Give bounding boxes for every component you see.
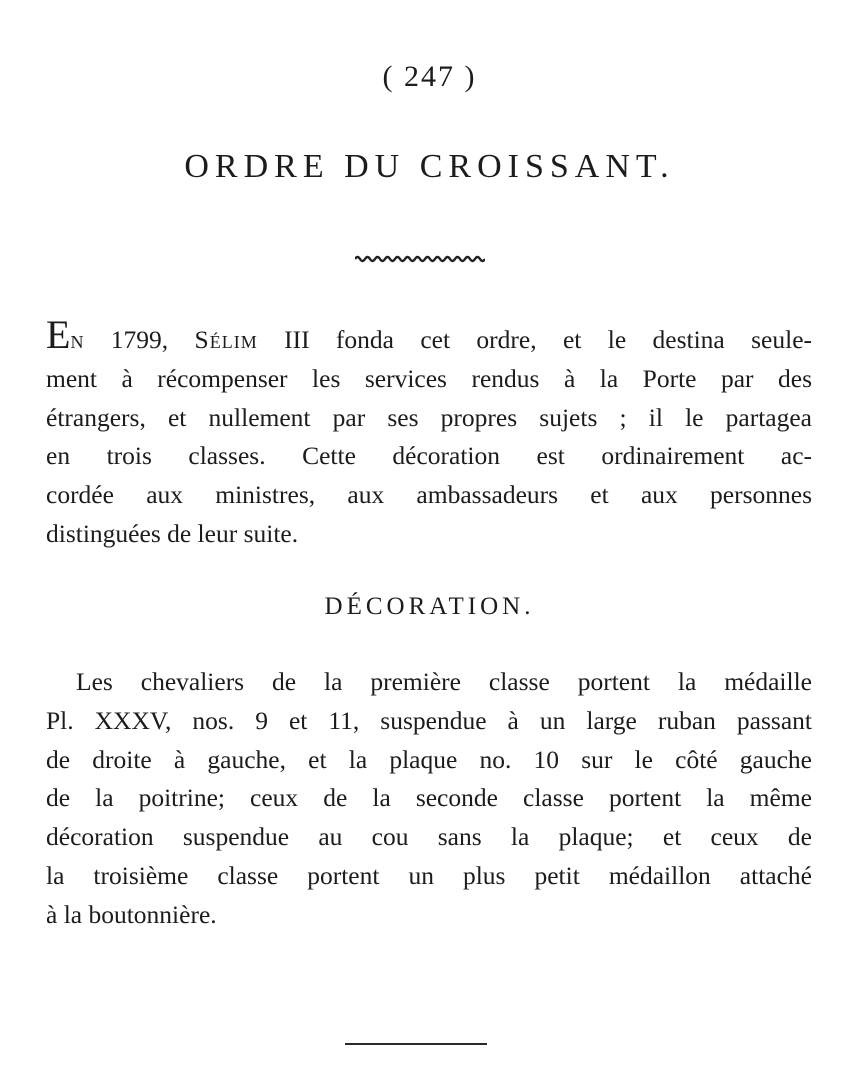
page-title: ORDRE DU CROISSANT. <box>184 148 675 185</box>
year-text: 1799, <box>84 325 195 354</box>
end-rule <box>345 1043 487 1045</box>
ornamental-divider <box>355 254 485 264</box>
paragraph-line: distinguées de leur suite. <box>46 518 299 548</box>
paragraph-line: ment à récompenser les services rendus à la Porte par des <box>46 363 812 393</box>
paragraph-line <box>46 312 812 360</box>
drop-cap: E <box>46 312 71 357</box>
drop-cap-rest: n <box>70 325 85 354</box>
paragraph-line: à la boutonnière. <box>46 899 217 929</box>
paragraph-line: Les chevaliers de la première classe portent la médaille <box>76 667 812 696</box>
page-number: ( 247 ) <box>382 60 477 93</box>
paragraph-line: cordée aux ministres, aux ambassadeurs et aux personnes <box>46 480 812 510</box>
paragraph-line: la troisième classe portent un plus petit médaillon attaché <box>46 860 812 890</box>
section-heading: DÉCORATION. <box>324 593 535 620</box>
intro-paragraph <box>46 312 812 554</box>
paragraph-line: Pl. XXXV, nos. 9 et 11, suspendue à un large ruban passant <box>46 705 812 735</box>
line-tail: III fonda cet ordre, et le destina seule- <box>257 325 812 354</box>
paragraph-line: décoration suspendue au cou sans la plaque; et ceux de <box>46 822 812 852</box>
paragraph-line: de droite à gauche, et la plaque no. 10 sur le côté gauche <box>46 744 812 774</box>
paragraph-line: en trois classes. Cette décoration est ordinairement ac- <box>46 441 812 471</box>
paragraph-line: étrangers, et nullement par ses propres sujets ; il le partagea <box>46 402 812 432</box>
paragraph-line: de la poitrine; ceux de la seconde classe portent la même <box>46 783 812 813</box>
sultan-name: Sélim <box>194 325 258 354</box>
decoration-paragraph <box>46 663 812 935</box>
